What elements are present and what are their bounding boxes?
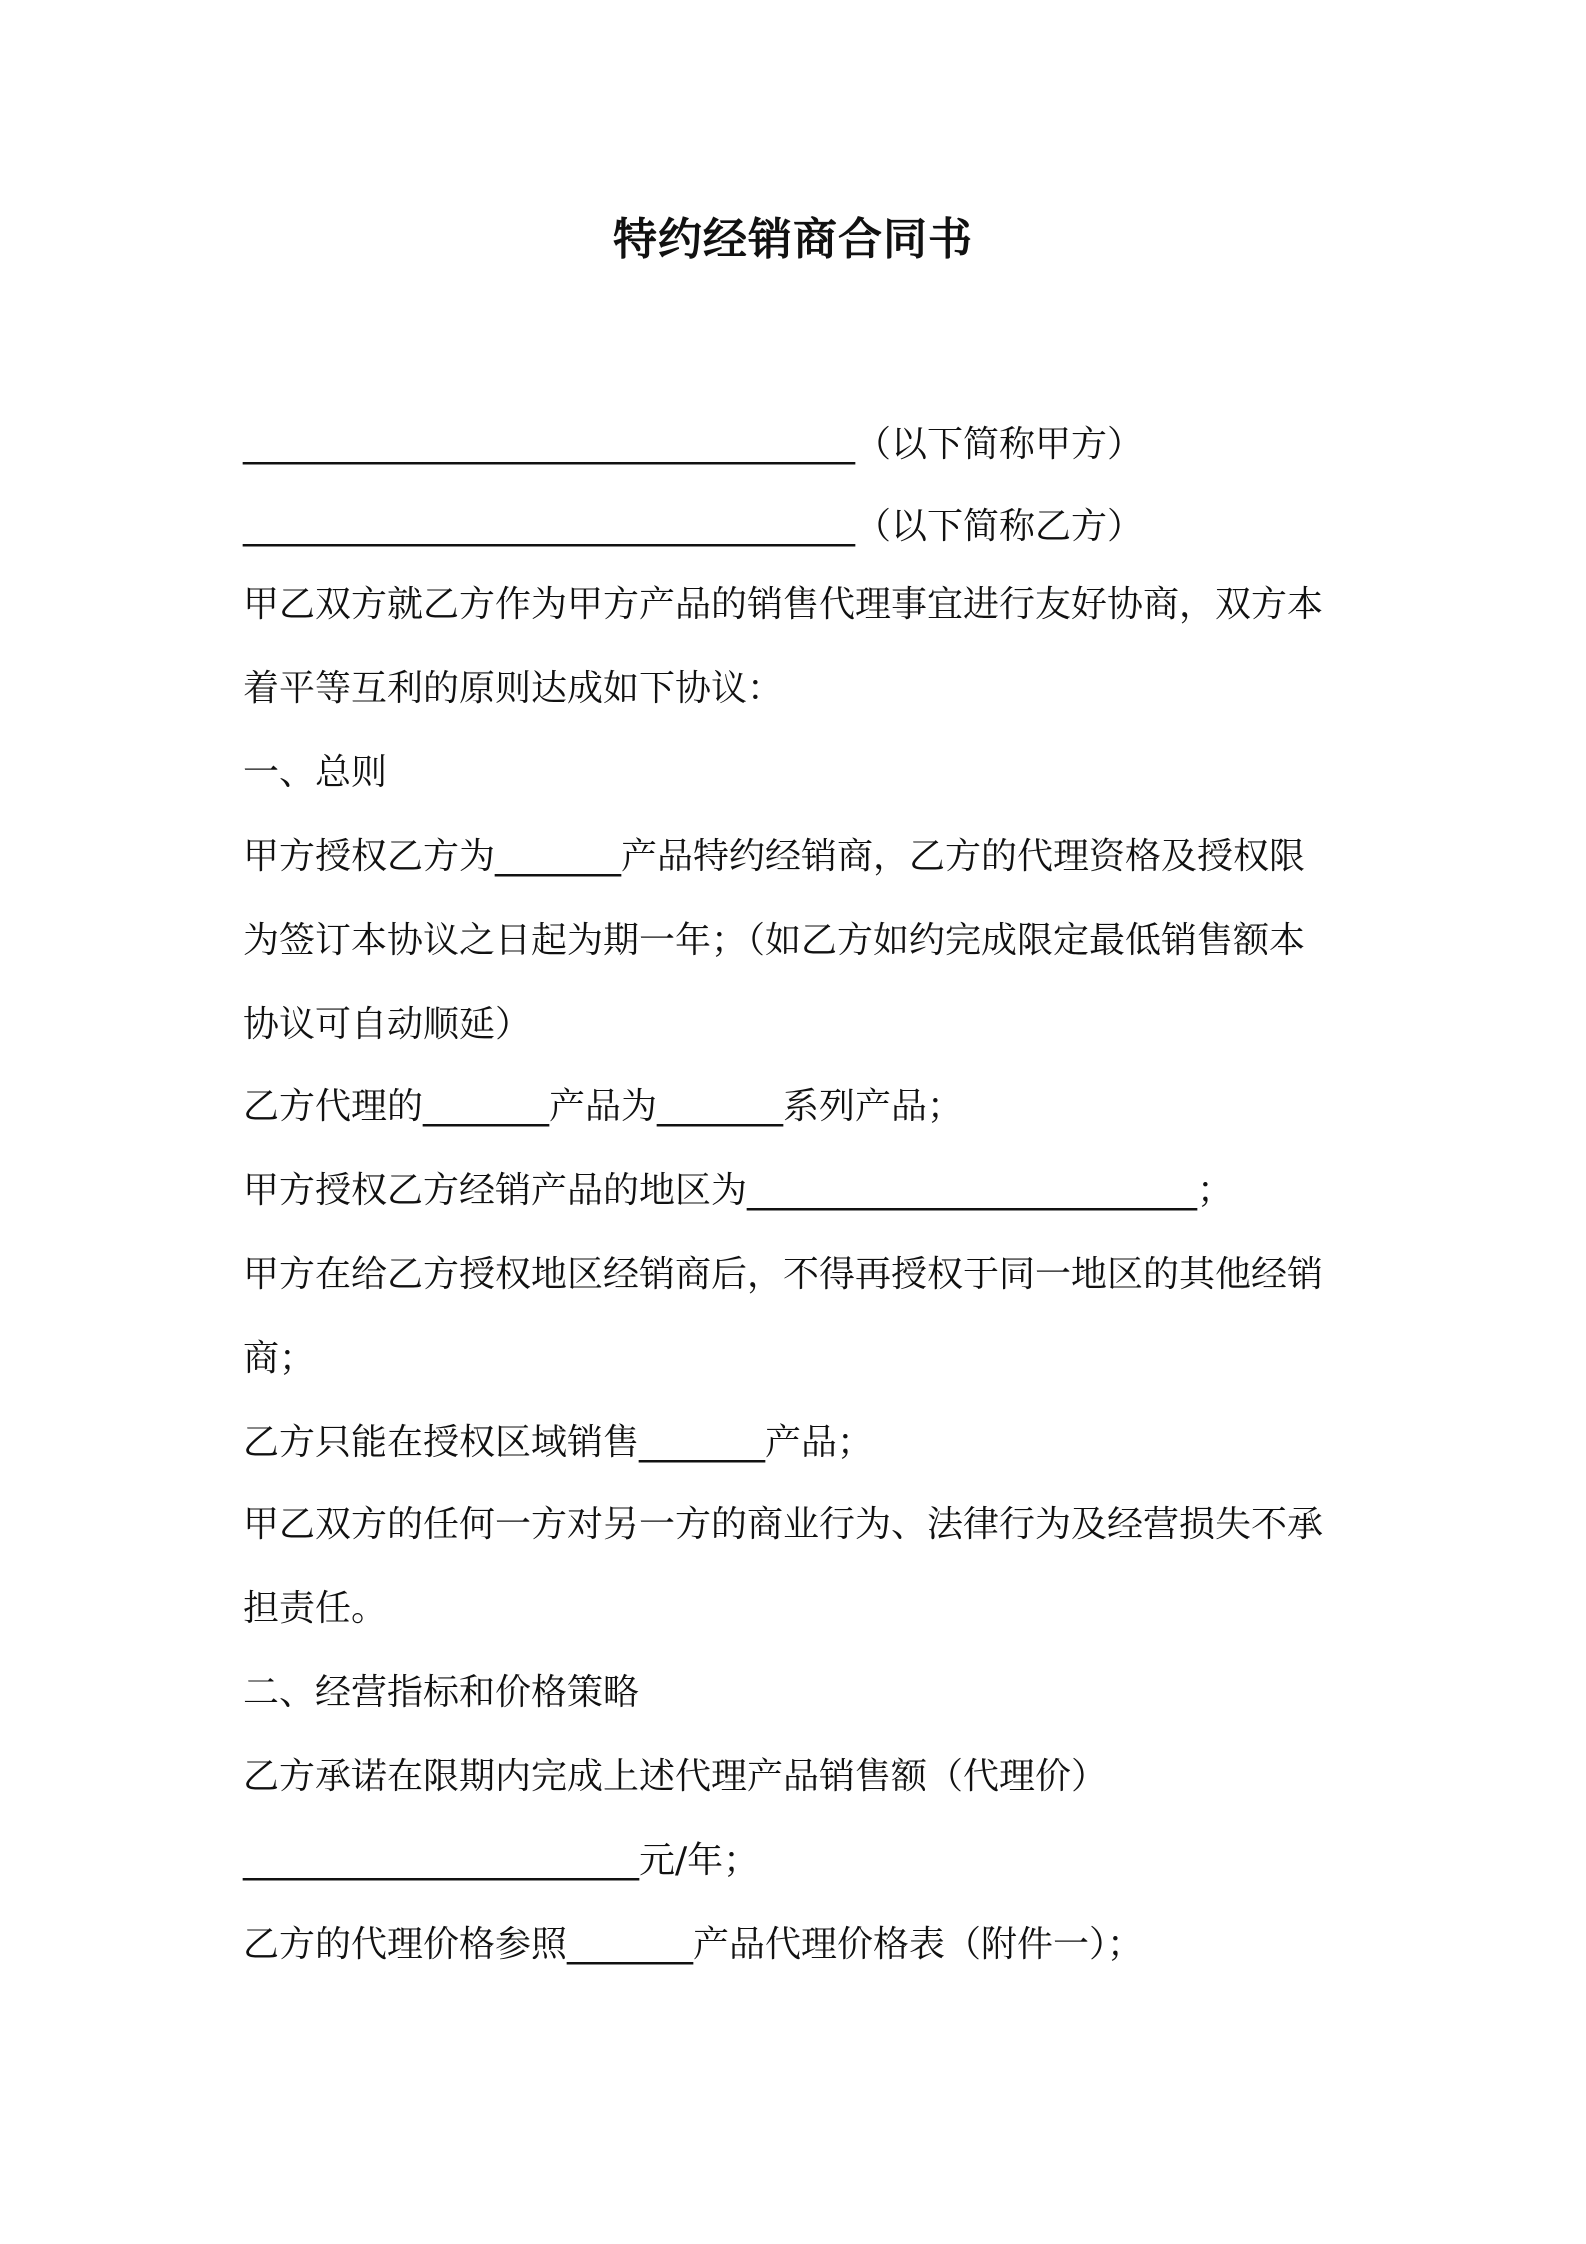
paragraph-line: 协议可自动顺延） [243, 1004, 532, 1045]
paragraph-line: 乙方代理的_______产品为_______系列产品； [243, 1086, 964, 1127]
section-heading: 二、经营指标和价格策略 [243, 1672, 640, 1713]
paragraph-line: 甲方授权乙方经销产品的地区为_________________________； [243, 1170, 1234, 1211]
paragraph-line: 乙方的代理价格参照_______产品代理价格表（附件一）； [243, 1924, 1144, 1965]
paragraph-line: 着平等互利的原则达成如下协议： [243, 668, 784, 709]
party-b-line: __________________________________（以下简称乙方） [243, 506, 1144, 547]
paragraph-line: 担责任。 [243, 1588, 388, 1629]
paragraph-line: ______________________元/年； [243, 1840, 760, 1881]
paragraph-line: 乙方承诺在限期内完成上述代理产品销售额（代理价） [243, 1756, 1108, 1797]
paragraph-line: 甲方授权乙方为_______产品特约经销商，乙方的代理资格及授权限 [243, 836, 1306, 877]
paragraph-line: 甲乙双方就乙方作为甲方产品的销售代理事宜进行友好协商，双方本 [243, 584, 1324, 625]
document-title: 特约经销商合同书 [613, 214, 973, 265]
paragraph-line: 甲乙双方的任何一方对另一方的商业行为、法律行为及经营损失不承 [243, 1504, 1324, 1545]
paragraph-line: 商； [243, 1338, 316, 1379]
section-heading: 一、总则 [243, 752, 388, 793]
party-a-line: __________________________________（以下简称甲方） [243, 424, 1144, 465]
paragraph-line: 乙方只能在授权区域销售_______产品； [243, 1422, 874, 1463]
paragraph-line: 为签订本协议之日起为期一年；（如乙方如约完成限定最低销售额本 [243, 920, 1306, 961]
paragraph-line: 甲方在给乙方授权地区经销商后，不得再授权于同一地区的其他经销 [243, 1254, 1324, 1295]
